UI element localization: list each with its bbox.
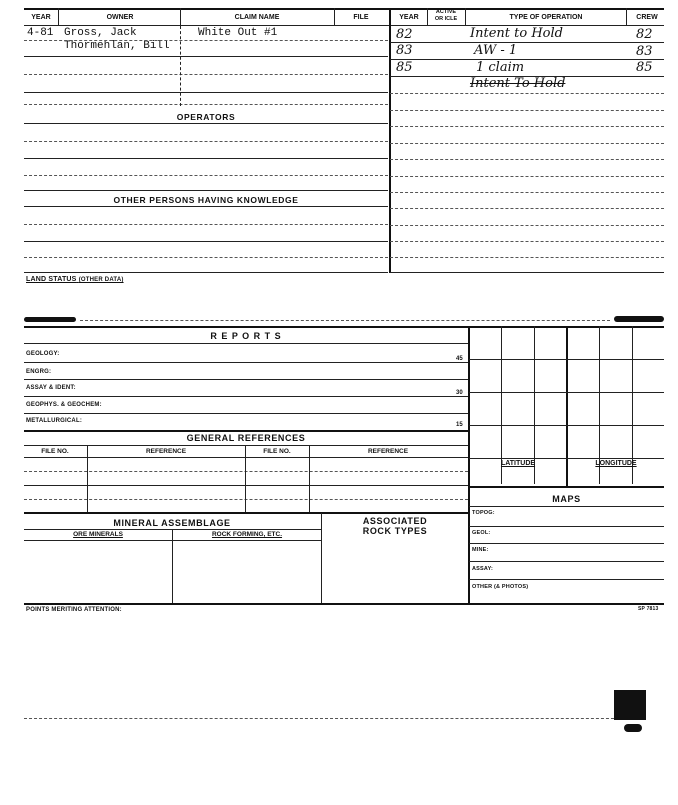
- section-mineral-assemblage: MINERAL ASSEMBLAGE: [113, 518, 231, 528]
- row-line: [390, 208, 664, 209]
- row-line: [24, 92, 388, 93]
- header-claim-name: CLAIM NAME: [234, 14, 280, 21]
- maps-geol: GEOL:: [472, 530, 491, 536]
- row-line: [24, 343, 468, 344]
- grid-line: [469, 458, 664, 459]
- section-operators: OPERATORS: [176, 112, 236, 122]
- activity-crew-1: 82: [636, 27, 653, 42]
- activity-year-1: 82: [396, 27, 413, 42]
- report-number-30: 30: [456, 390, 463, 396]
- row-line: [469, 543, 664, 544]
- header-crew: CREW: [636, 14, 658, 21]
- mineral-ore: ORE MINERALS: [73, 531, 123, 538]
- section-general-references: GENERAL REFERENCES: [186, 433, 306, 443]
- row-line: [390, 93, 664, 94]
- divider: [334, 8, 335, 26]
- mineral-rock-forming: ROCK FORMING, ETC.: [211, 531, 283, 538]
- divider: [180, 8, 181, 26]
- divider: [180, 26, 181, 106]
- row-line: [24, 141, 388, 142]
- report-number-45: 45: [456, 356, 463, 362]
- row-line: [24, 413, 468, 414]
- land-status-label: [26, 276, 124, 283]
- report-geology: GEOLOGY:: [26, 351, 60, 357]
- section-reports: R E P O R T S: [210, 331, 282, 341]
- claim-name-1: White Out #1: [198, 27, 278, 39]
- row-line: [390, 176, 664, 177]
- divider: [87, 445, 88, 512]
- ref-reference-2: REFERENCE: [367, 448, 409, 455]
- row-line: [24, 396, 468, 397]
- scan-blob: [614, 690, 646, 720]
- bottom-line: [24, 603, 664, 605]
- row-line: [24, 104, 388, 105]
- row-line: [24, 123, 388, 124]
- grid-line: [469, 486, 664, 488]
- section-other-persons: OTHER PERSONS HAVING KNOWLEDGE: [113, 195, 299, 205]
- row-line: [390, 225, 664, 226]
- grid-line: [469, 425, 664, 426]
- divider: [389, 8, 391, 273]
- report-engrg: ENGRG:: [26, 369, 52, 375]
- row-line: [24, 362, 468, 363]
- row-line: [390, 76, 664, 77]
- row-line: [390, 241, 664, 242]
- divider: [58, 8, 59, 26]
- row-line: [390, 192, 664, 193]
- report-metallurgical: METALLURGICAL:: [26, 418, 83, 424]
- grid-latitude: LATITUDE: [500, 460, 536, 467]
- divider: [172, 529, 173, 603]
- row-line: [24, 471, 468, 472]
- header-active-2: OR ICLE: [434, 16, 458, 22]
- ref-reference-1: REFERENCE: [145, 448, 187, 455]
- maps-assay: ASSAY:: [472, 566, 494, 572]
- form-number: SP 7813: [638, 606, 659, 612]
- row-line: [469, 526, 664, 527]
- row-line: [390, 143, 664, 144]
- row-line: [24, 430, 468, 432]
- scan-line: [24, 718, 624, 719]
- activity-year-3: 85: [396, 60, 413, 75]
- row-line: [390, 59, 664, 60]
- row-line: [390, 110, 664, 111]
- scan-blob-small: [624, 724, 642, 732]
- row-line: [469, 579, 664, 580]
- row-line: [24, 40, 388, 41]
- report-number-15: 15: [456, 422, 463, 428]
- header-type-of-operation: TYPE OF OPERATION: [509, 14, 583, 21]
- row-line: [390, 126, 664, 127]
- row-line: [24, 272, 388, 273]
- row-line: [390, 257, 664, 258]
- row-line: [24, 257, 388, 258]
- divider: [321, 513, 322, 603]
- report-geophys: GEOPHYS. & GEOCHEM:: [26, 402, 102, 408]
- header-year: YEAR: [31, 14, 51, 21]
- header-active-1: ACTIVE: [435, 9, 457, 15]
- ref-file-no-2: FILE NO.: [263, 448, 291, 455]
- section-maps: MAPS: [552, 494, 581, 504]
- reports-top-border: [24, 326, 664, 328]
- divider: [626, 8, 627, 26]
- divider: [245, 445, 246, 512]
- row-line: [24, 56, 388, 57]
- row-line: [24, 499, 468, 500]
- row-line: [80, 320, 610, 321]
- grid-line: [469, 359, 664, 360]
- row-line: [469, 506, 664, 507]
- land-status-sub: (OTHER DATA): [78, 277, 124, 283]
- row-line: [390, 159, 664, 160]
- row-line: [390, 272, 664, 273]
- activity-operation-1: Intent to Hold: [470, 26, 563, 41]
- report-assay: ASSAY & IDENT:: [26, 385, 76, 391]
- row-line: [24, 379, 468, 380]
- row-line: [24, 206, 388, 207]
- maps-other: OTHER (& PHOTOS): [472, 584, 529, 590]
- row-line: [24, 224, 388, 225]
- grid-longitude: LONGITUDE: [595, 460, 637, 467]
- row-line: [24, 158, 388, 159]
- row-line: [469, 561, 664, 562]
- smudge-left: [24, 317, 76, 322]
- header-year-2: YEAR: [399, 14, 419, 21]
- activity-operation-2: AW - 1: [474, 43, 518, 58]
- grid-line: [469, 392, 664, 393]
- maps-mine: MINE:: [472, 547, 489, 553]
- row-line: [24, 485, 468, 486]
- maps-topog: TOPOG:: [472, 510, 495, 516]
- row-line: [24, 457, 468, 458]
- divider: [427, 8, 428, 26]
- activity-year-2: 83: [396, 43, 413, 58]
- top-border: [24, 8, 664, 10]
- row-line: [24, 74, 388, 75]
- activity-operation-3: 1 claim: [476, 60, 525, 75]
- divider: [465, 8, 466, 26]
- divider: [309, 445, 310, 512]
- header-owner: OWNER: [106, 14, 134, 21]
- row-line: [24, 445, 468, 446]
- activity-crew-3: 85: [636, 60, 653, 75]
- row-line: [390, 42, 664, 43]
- row-line: [24, 241, 388, 242]
- points-meriting-attention: POINTS MERITING ATTENTION:: [26, 607, 122, 613]
- owner-year-1: 4-81: [27, 27, 54, 39]
- section-associated-2: ROCK TYPES: [362, 526, 428, 536]
- activity-crew-2: 83: [636, 44, 653, 59]
- row-line: [24, 190, 388, 191]
- activity-operation-4: Intent To Hold: [470, 76, 566, 91]
- owner-name-2: Thormehlan, Bill: [64, 40, 170, 52]
- header-bottom-line: [24, 25, 664, 26]
- land-status-title: LAND STATUS: [26, 276, 77, 283]
- owner-name-1: Gross, Jack: [64, 27, 137, 39]
- smudge-right: [614, 316, 664, 322]
- section-associated-1: ASSOCIATED: [362, 516, 428, 526]
- row-line: [24, 512, 468, 514]
- header-file: FILE: [353, 14, 369, 21]
- ref-file-no-1: FILE NO.: [41, 448, 69, 455]
- row-line: [24, 175, 388, 176]
